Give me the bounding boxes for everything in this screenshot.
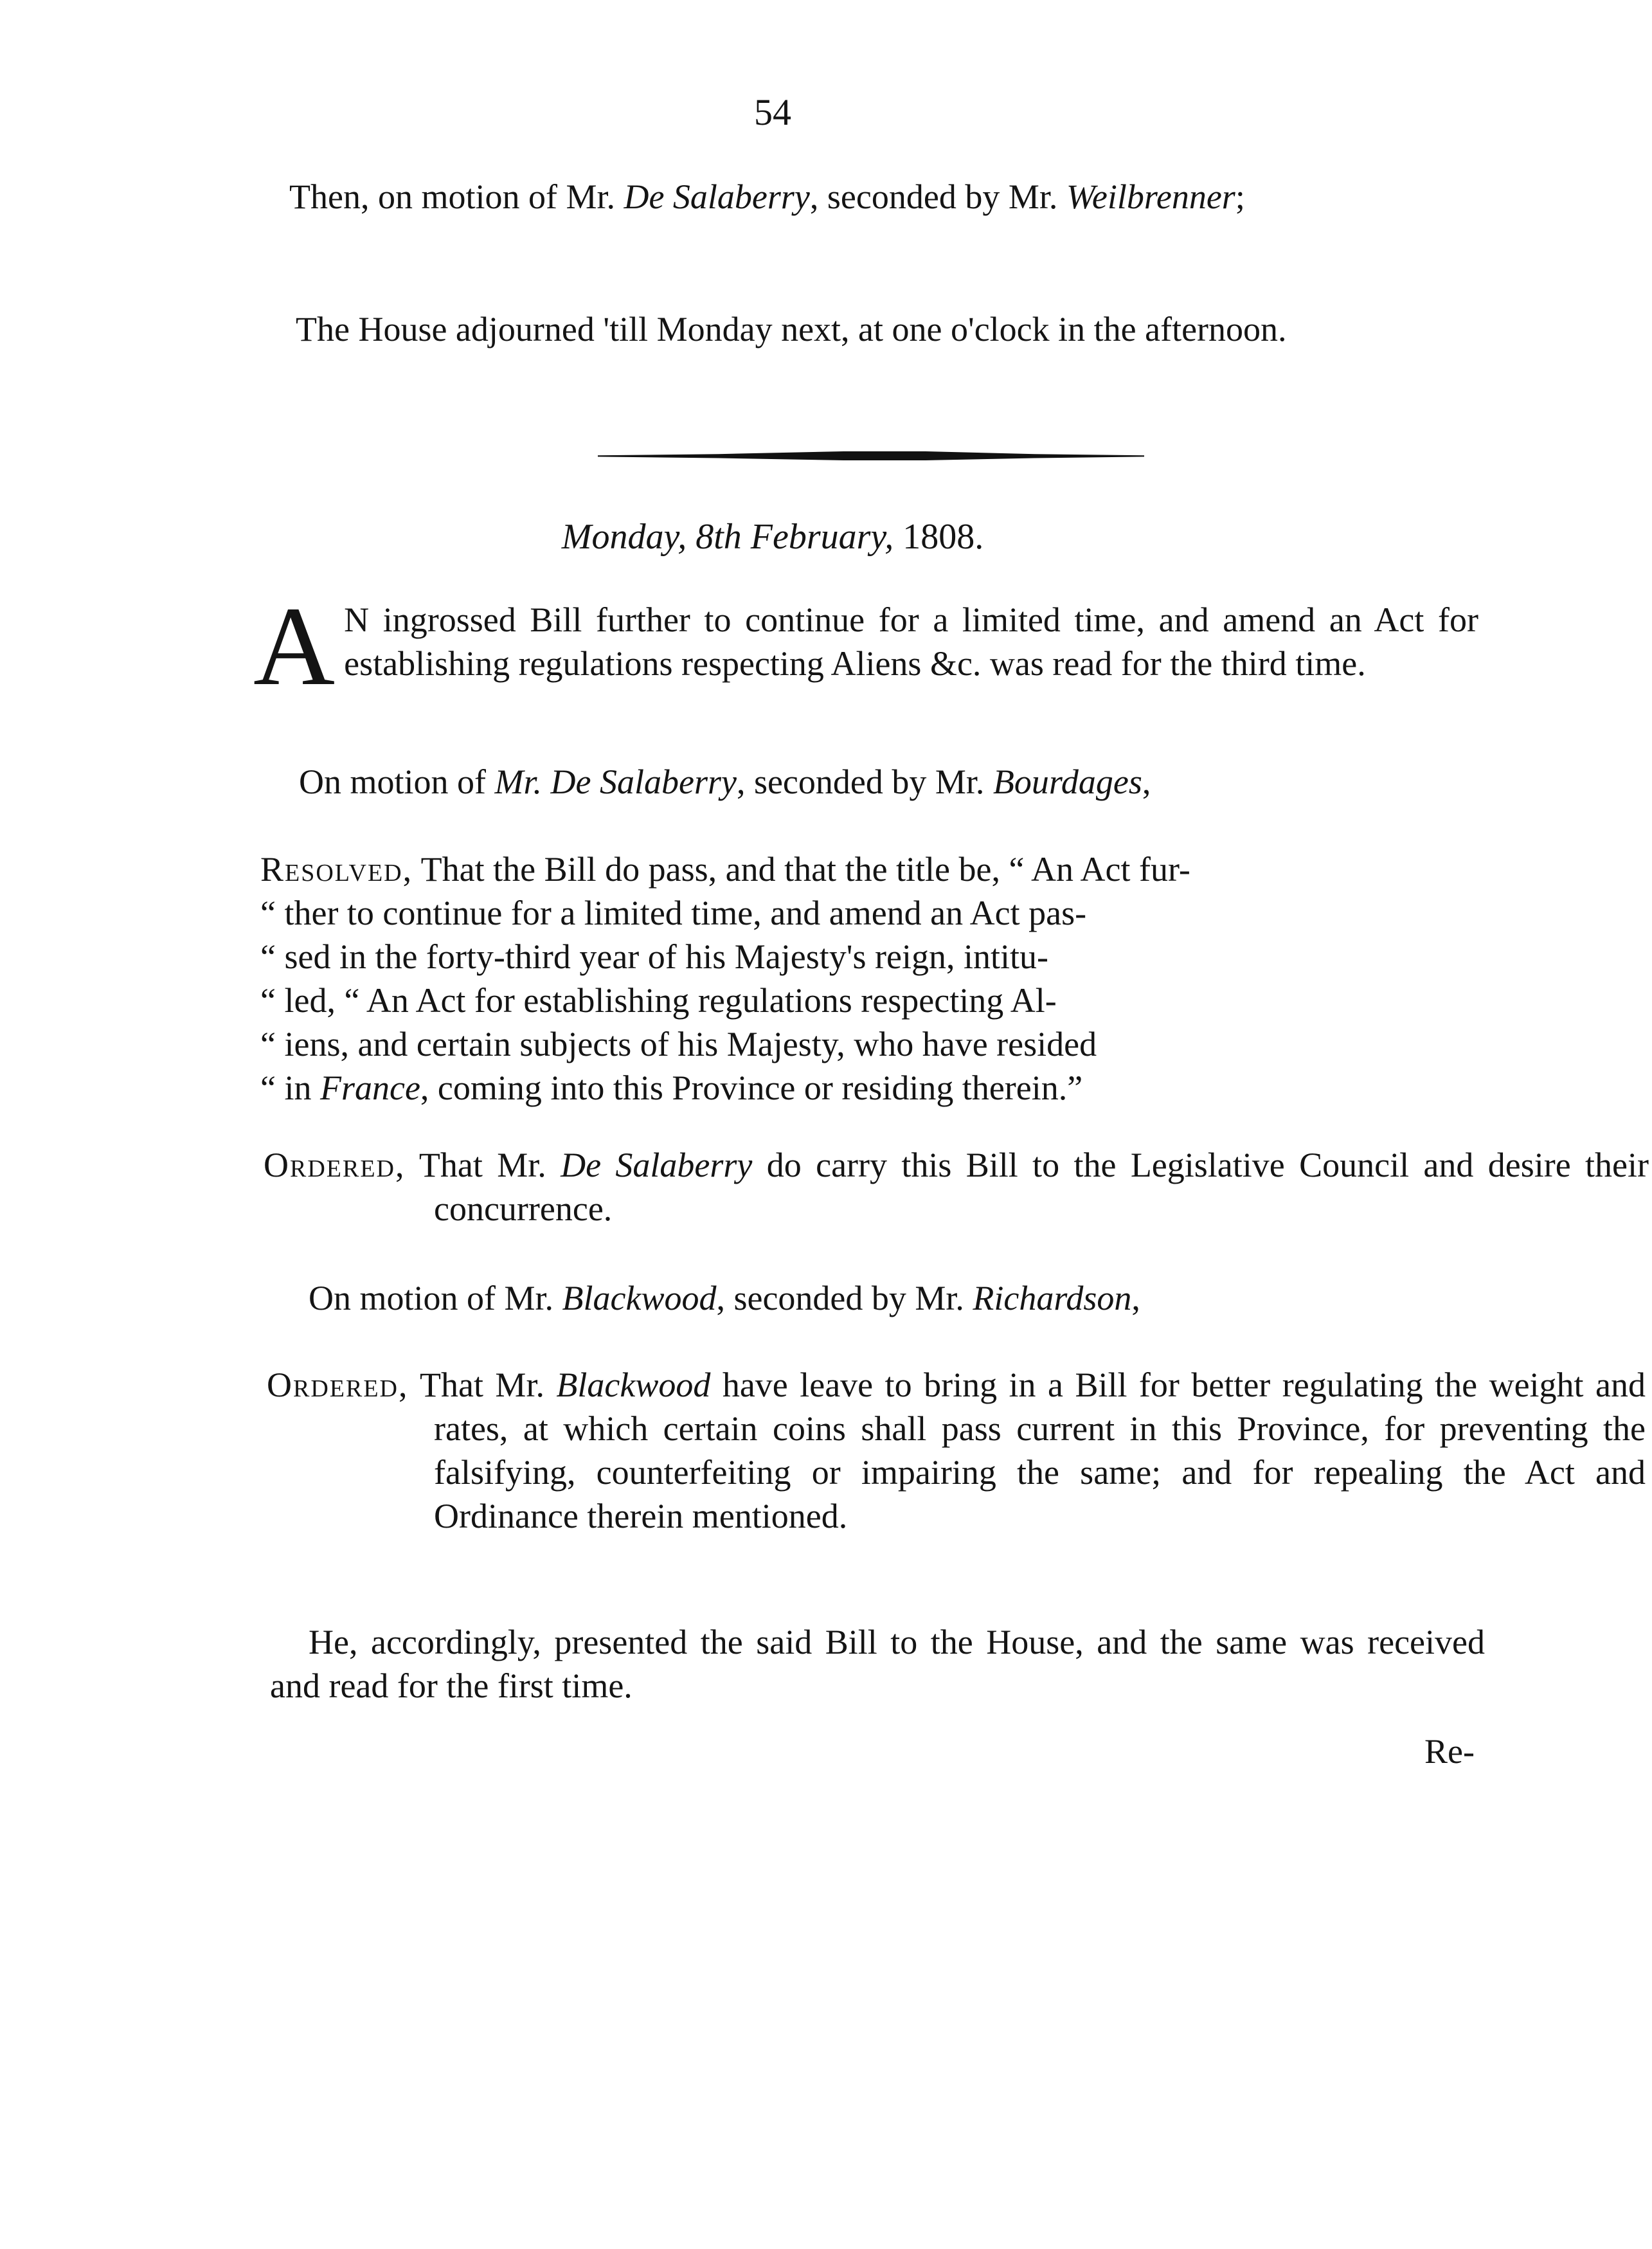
text: have leave to bring in a Bill for better regulating the weight and rates, at which certain coins shall pass current in this Province, for preventing the falsifying, counterfeiting or impairing the same; and for repealing the Act and Ordinance therein mentioned. (434, 1366, 1646, 1535)
ordered-label: Ordered, (264, 1146, 406, 1184)
text: , (1142, 763, 1151, 801)
date-month: February, (750, 517, 894, 557)
text: That Mr. (418, 1146, 561, 1184)
page-number: 54 (754, 91, 791, 133)
section-divider-rule (598, 451, 1144, 460)
resolution-paragraph (260, 847, 1652, 1110)
text: Then, on motion of Mr. (289, 177, 624, 216)
place-name: France (319, 1069, 420, 1107)
member-name: Blackwood (556, 1366, 711, 1404)
member-name: Mr. De Salaberry (494, 763, 737, 801)
member-name: De Salaberry (624, 177, 810, 216)
text: “ sed in the forty-third year of his Majesty's reign, intitu- (260, 937, 1048, 976)
catchword: Re- (1424, 1732, 1475, 1771)
text: , seconded by Mr. (716, 1279, 973, 1317)
resolved-label: Resolved, (260, 850, 413, 889)
date-heading (0, 514, 1545, 559)
text: That Mr. (420, 1366, 557, 1404)
date-weekday: Monday, (561, 517, 687, 557)
text: “ iens, and certain subjects of his Majesty, who have resided (260, 1025, 1097, 1063)
member-name: De Salaberry (561, 1146, 753, 1184)
motion-paragraph-1 (254, 175, 1485, 219)
text: , seconded by Mr. (736, 763, 993, 801)
text: “ ther to continue for a limited time, and amend an Act pas- (260, 894, 1087, 932)
presentation-paragraph: He, accordingly, presented the said Bill to the House, and the same was received and read for the first time. (270, 1623, 1485, 1705)
member-name: Weilbrenner (1066, 177, 1235, 216)
member-name: Blackwood (562, 1279, 717, 1317)
member-name: Bourdages (992, 763, 1142, 801)
member-name: Richardson (973, 1279, 1132, 1317)
text: On motion of (299, 763, 495, 801)
motion-paragraph-2 (254, 760, 1485, 804)
text: , coming into this Province or residing therein.” (420, 1069, 1083, 1107)
date-day: 8th (696, 517, 742, 557)
text: , (1131, 1279, 1140, 1317)
ordered-label: Ordered, (267, 1366, 409, 1404)
order-paragraph-2 (267, 1363, 1646, 1538)
text: On motion of Mr. (309, 1279, 562, 1317)
text: do carry this Bill to the Legislative Council and desire their concurrence. (434, 1146, 1649, 1228)
bill-paragraph (253, 584, 1478, 709)
text: , seconded by Mr. (809, 177, 1066, 216)
text: N ingrossed Bill further to continue for a limited time, and amend an Act for establishing regulations respecting Aliens &c. was read for the third time. (344, 601, 1478, 683)
text: “ in (260, 1069, 320, 1107)
text: “ led, “ An Act for establishing regulations respecting Al- (260, 981, 1057, 1020)
text: ; (1235, 177, 1245, 216)
adjournment-paragraph: The House adjourned 'till Monday next, at one o'clock in the afternoon. (296, 310, 1287, 348)
drop-cap: A (253, 584, 336, 709)
motion-paragraph-3 (257, 1276, 1485, 1320)
date-year: 1808. (902, 517, 984, 557)
order-paragraph-1 (264, 1143, 1649, 1231)
text: That the Bill do pass, and that the title be, “ An Act fur- (420, 850, 1190, 889)
